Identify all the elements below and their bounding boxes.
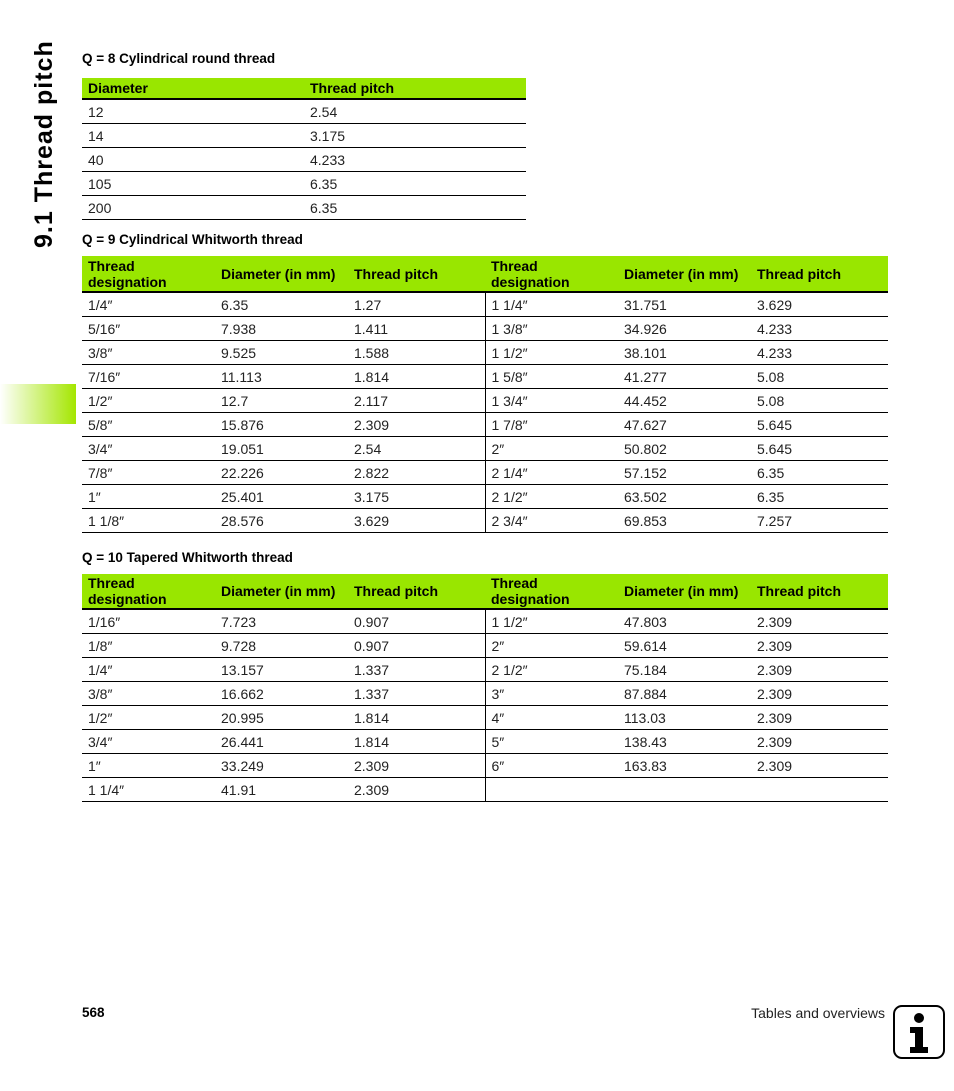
q9-cell: 5.08	[751, 389, 888, 413]
q10-cell: 9.728	[215, 634, 348, 658]
q9-cell: 44.452	[618, 389, 751, 413]
q10-cell: 138.43	[618, 730, 751, 754]
q10-cell: 75.184	[618, 658, 751, 682]
q9-cell: 1 7/8″	[485, 413, 618, 437]
q8-cell: 2.54	[304, 99, 526, 124]
q10-cell: 1/8″	[82, 634, 215, 658]
q10-cell	[751, 778, 888, 802]
q9-table	[82, 256, 888, 533]
q8-cell: 105	[82, 172, 304, 196]
q10-header-diameter-right: Diameter (in mm)	[618, 574, 751, 609]
q10-cell: 3/8″	[82, 682, 215, 706]
q10-cell	[485, 778, 618, 802]
q10-header-thread-pitch-left: Thread pitch	[348, 574, 485, 609]
q10-cell: 1 1/4″	[82, 778, 215, 802]
q9-cell: 2 3/4″	[485, 509, 618, 533]
q9-cell: 15.876	[215, 413, 348, 437]
q10-table-row	[82, 609, 888, 634]
q9-cell: 1.814	[348, 365, 485, 389]
q10-header-thread-pitch-right: Thread pitch	[751, 574, 888, 609]
q8-heading: Q = 8 Cylindrical round thread	[82, 51, 276, 66]
q9-cell: 5.645	[751, 413, 888, 437]
q9-cell: 12.7	[215, 389, 348, 413]
q9-cell: 3.175	[348, 485, 485, 509]
info-icon-glyph	[895, 1007, 943, 1057]
q9-cell: 11.113	[215, 365, 348, 389]
q10-cell: 26.441	[215, 730, 348, 754]
q9-cell: 5.645	[751, 437, 888, 461]
q10-cell: 1.814	[348, 730, 485, 754]
q9-cell: 69.853	[618, 509, 751, 533]
q10-table-row	[82, 730, 888, 754]
q10-header-thread-designation-right: Thread designation	[485, 574, 618, 609]
q10-cell: 1.337	[348, 658, 485, 682]
chapter-side-title: 9.1 Thread pitch	[30, 40, 58, 248]
q10-table-row	[82, 778, 888, 802]
q10-cell: 163.83	[618, 754, 751, 778]
q9-cell: 1 3/8″	[485, 317, 618, 341]
q10-cell: 59.614	[618, 634, 751, 658]
q8-cell: 12	[82, 99, 304, 124]
q8-table-row	[82, 124, 526, 148]
q10-cell: 1″	[82, 754, 215, 778]
q9-cell: 1.27	[348, 292, 485, 317]
q9-header-thread-pitch-right: Thread pitch	[751, 256, 888, 292]
q9-cell: 1 3/4″	[485, 389, 618, 413]
q10-header-diameter-left: Diameter (in mm)	[215, 574, 348, 609]
q8-table-body	[82, 99, 526, 220]
q9-cell: 7/16″	[82, 365, 215, 389]
q9-table-row	[82, 413, 888, 437]
q9-cell: 38.101	[618, 341, 751, 365]
q9-cell: 1 5/8″	[485, 365, 618, 389]
q10-table-body	[82, 609, 888, 802]
q9-cell: 19.051	[215, 437, 348, 461]
q8-cell: 4.233	[304, 148, 526, 172]
q10-table-row	[82, 634, 888, 658]
q10-cell: 1 1/2″	[485, 609, 618, 634]
q10-cell: 33.249	[215, 754, 348, 778]
info-icon	[893, 1005, 945, 1059]
q10-heading: Q = 10 Tapered Whitworth thread	[82, 550, 293, 565]
q8-table-row	[82, 196, 526, 220]
q10-cell: 2.309	[751, 706, 888, 730]
q9-cell: 1.411	[348, 317, 485, 341]
q9-cell: 3.629	[751, 292, 888, 317]
q8-header-thread-pitch: Thread pitch	[304, 78, 526, 99]
q9-cell: 4.233	[751, 317, 888, 341]
q9-cell: 41.277	[618, 365, 751, 389]
q8-cell: 3.175	[304, 124, 526, 148]
q9-header-diameter-right: Diameter (in mm)	[618, 256, 751, 292]
q10-cell: 2.309	[751, 730, 888, 754]
q9-cell: 4.233	[751, 341, 888, 365]
q10-cell: 3″	[485, 682, 618, 706]
q9-table-row	[82, 292, 888, 317]
q10-cell: 41.91	[215, 778, 348, 802]
q9-table-body	[82, 292, 888, 533]
q10-cell: 5″	[485, 730, 618, 754]
q8-cell: 6.35	[304, 196, 526, 220]
q8-cell: 6.35	[304, 172, 526, 196]
q8-header-diameter: Diameter	[82, 78, 304, 99]
q10-cell	[618, 778, 751, 802]
q9-table-row	[82, 341, 888, 365]
q10-cell: 2.309	[751, 754, 888, 778]
q9-table-row	[82, 365, 888, 389]
footer-section-text: Tables and overviews	[751, 1005, 885, 1021]
q10-cell: 2 1/2″	[485, 658, 618, 682]
q10-cell: 1/2″	[82, 706, 215, 730]
q9-cell: 6.35	[215, 292, 348, 317]
q9-cell: 47.627	[618, 413, 751, 437]
q9-cell: 6.35	[751, 461, 888, 485]
q10-table	[82, 574, 888, 802]
q9-cell: 2.822	[348, 461, 485, 485]
q10-cell: 2.309	[348, 778, 485, 802]
q9-heading: Q = 9 Cylindrical Whitworth thread	[82, 232, 303, 247]
q9-cell: 25.401	[215, 485, 348, 509]
q9-cell: 31.751	[618, 292, 751, 317]
q10-cell: 2.309	[348, 754, 485, 778]
q10-cell: 6″	[485, 754, 618, 778]
q9-cell: 3/4″	[82, 437, 215, 461]
q10-cell: 1.814	[348, 706, 485, 730]
q9-cell: 34.926	[618, 317, 751, 341]
q10-cell: 4″	[485, 706, 618, 730]
q8-table-row	[82, 172, 526, 196]
q9-cell: 2.309	[348, 413, 485, 437]
q8-table-row	[82, 99, 526, 124]
q8-cell: 40	[82, 148, 304, 172]
q8-table	[82, 78, 526, 220]
q9-cell: 57.152	[618, 461, 751, 485]
q8-table-row	[82, 148, 526, 172]
q10-cell: 47.803	[618, 609, 751, 634]
q9-cell: 22.226	[215, 461, 348, 485]
q9-cell: 1 1/8″	[82, 509, 215, 533]
q9-header-thread-designation-right: Thread designation	[485, 256, 618, 292]
q9-cell: 1 1/4″	[485, 292, 618, 317]
q9-cell: 1 1/2″	[485, 341, 618, 365]
q9-table-row	[82, 317, 888, 341]
q9-cell: 50.802	[618, 437, 751, 461]
q10-cell: 0.907	[348, 634, 485, 658]
q9-table-row	[82, 461, 888, 485]
q9-table-row	[82, 437, 888, 461]
q9-cell: 3.629	[348, 509, 485, 533]
page-number: 568	[82, 1005, 105, 1020]
q9-header-thread-designation-left: Thread designation	[82, 256, 215, 292]
q10-table-row	[82, 658, 888, 682]
q9-cell: 2.54	[348, 437, 485, 461]
q10-cell: 2.309	[751, 682, 888, 706]
q9-cell: 9.525	[215, 341, 348, 365]
q9-cell: 1/2″	[82, 389, 215, 413]
chapter-tab-marker	[0, 384, 76, 424]
q9-table-row	[82, 485, 888, 509]
q9-cell: 3/8″	[82, 341, 215, 365]
q10-table-row	[82, 754, 888, 778]
q9-cell: 6.35	[751, 485, 888, 509]
q10-cell: 113.03	[618, 706, 751, 730]
q9-cell: 1.588	[348, 341, 485, 365]
q10-header-thread-designation-left: Thread designation	[82, 574, 215, 609]
q9-cell: 2 1/2″	[485, 485, 618, 509]
q9-cell: 5/8″	[82, 413, 215, 437]
q9-cell: 28.576	[215, 509, 348, 533]
q9-cell: 2.117	[348, 389, 485, 413]
q9-table-row	[82, 389, 888, 413]
q10-cell: 0.907	[348, 609, 485, 634]
q8-cell: 200	[82, 196, 304, 220]
q10-cell: 2.309	[751, 658, 888, 682]
q9-cell: 1/4″	[82, 292, 215, 317]
q9-cell: 2″	[485, 437, 618, 461]
q10-cell: 16.662	[215, 682, 348, 706]
q10-cell: 1.337	[348, 682, 485, 706]
q10-cell: 20.995	[215, 706, 348, 730]
q10-table-row	[82, 706, 888, 730]
q9-cell: 63.502	[618, 485, 751, 509]
q10-cell: 2″	[485, 634, 618, 658]
q9-header-thread-pitch-left: Thread pitch	[348, 256, 485, 292]
q8-cell: 14	[82, 124, 304, 148]
q10-cell: 7.723	[215, 609, 348, 634]
q9-cell: 7.938	[215, 317, 348, 341]
q9-cell: 2 1/4″	[485, 461, 618, 485]
q10-cell: 2.309	[751, 609, 888, 634]
q10-table-row	[82, 682, 888, 706]
q9-cell: 7.257	[751, 509, 888, 533]
q10-cell: 1/16″	[82, 609, 215, 634]
q9-cell: 5/16″	[82, 317, 215, 341]
q9-cell: 7/8″	[82, 461, 215, 485]
q9-table-row	[82, 509, 888, 533]
q10-cell: 1/4″	[82, 658, 215, 682]
q9-cell: 5.08	[751, 365, 888, 389]
q10-cell: 13.157	[215, 658, 348, 682]
q9-header-diameter-left: Diameter (in mm)	[215, 256, 348, 292]
q10-cell: 3/4″	[82, 730, 215, 754]
q10-cell: 2.309	[751, 634, 888, 658]
q10-cell: 87.884	[618, 682, 751, 706]
q9-cell: 1″	[82, 485, 215, 509]
